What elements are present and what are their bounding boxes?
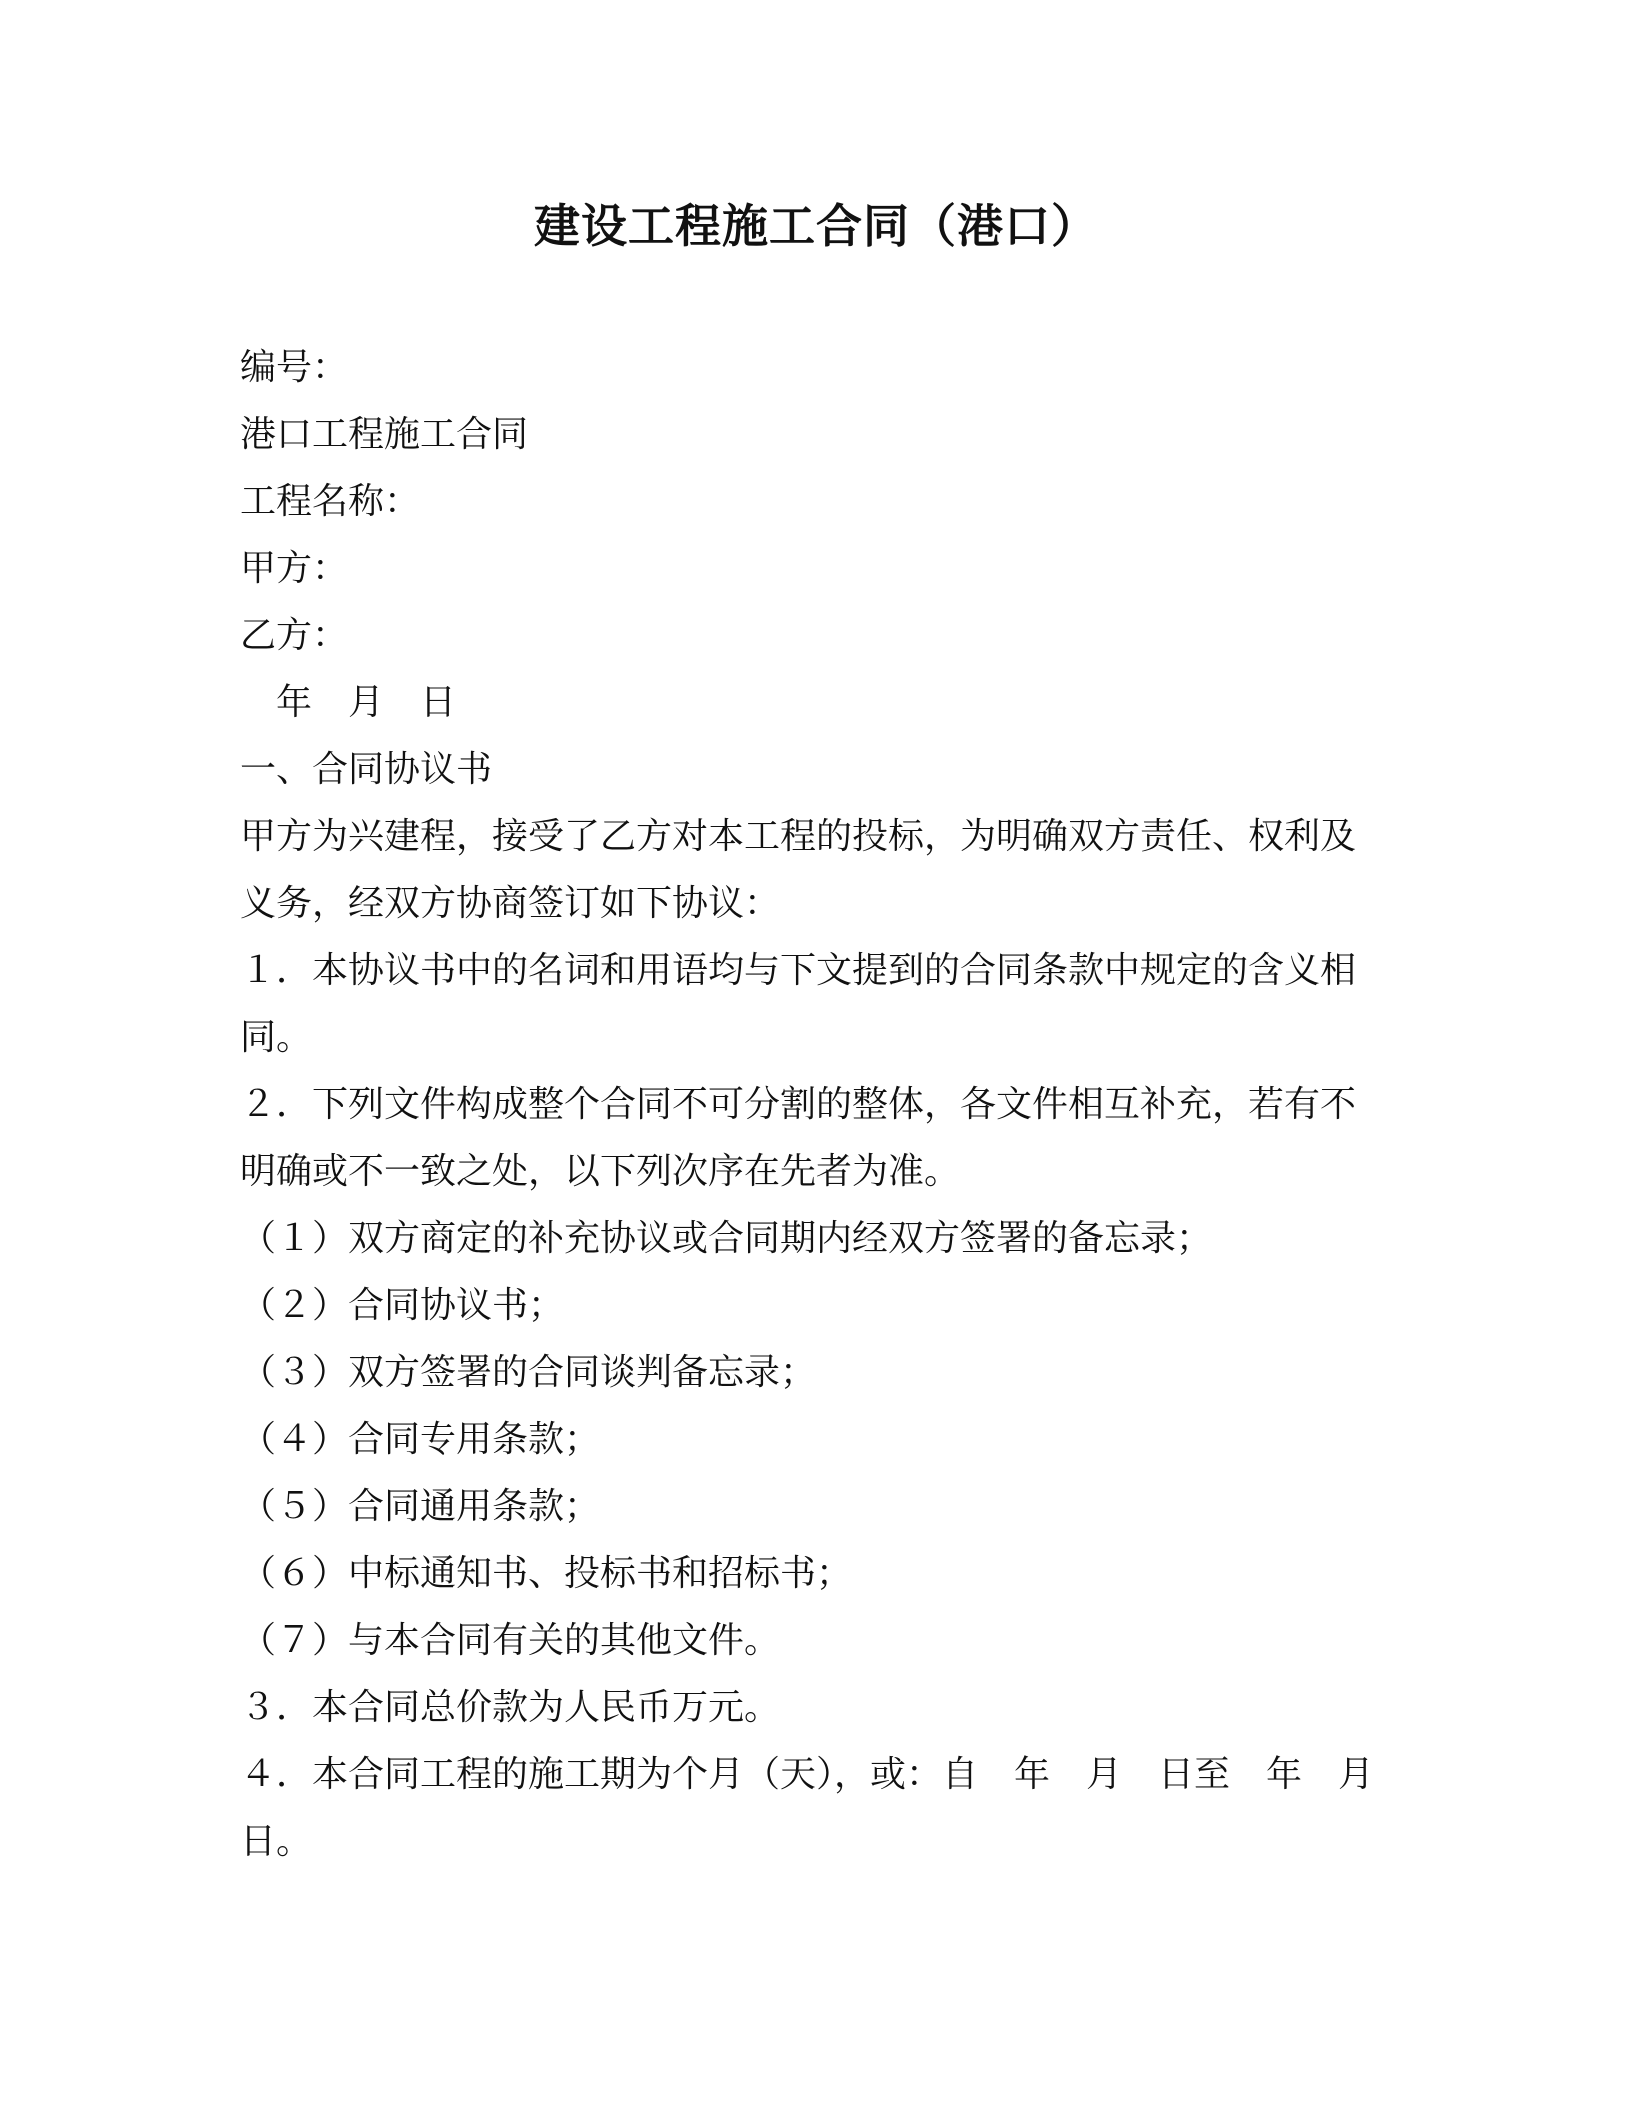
section-heading: 一、合同协议书 xyxy=(240,749,493,790)
document-item-4: （４）合同专用条款； xyxy=(240,1419,601,1460)
document-item-5: （５）合同通用条款； xyxy=(240,1486,601,1527)
contract-type-line: 港口工程施工合同 xyxy=(240,414,529,455)
project-name-line: 工程名称： xyxy=(240,481,421,522)
document-item-3: （３）双方签署的合同谈判备忘录； xyxy=(240,1352,817,1393)
document-item-6: （６）中标通知书、投标书和招标书； xyxy=(240,1553,853,1594)
agreement-intro-paragraph: 甲方为兴建程，接受了乙方对本工程的投标，为明确双方责任、权利及义务，经双方协商签订如下协议： xyxy=(240,816,1357,924)
document-title: 建设工程施工合同（港口） xyxy=(534,199,1098,253)
party-a-line: 甲方： xyxy=(240,548,349,589)
clause-1-paragraph: １．本协议书中的名词和用语均与下文提到的合同条款中规定的含义相同。 xyxy=(240,950,1357,1058)
clause-2-paragraph: ２．下列文件构成整个合同不可分割的整体，各文件相互补充，若有不明确或不一致之处，以下列次序在先者为准。 xyxy=(240,1084,1357,1192)
clause-4-paragraph: ４．本合同工程的施工期为个月（天），或：自 年 月 日至 年 月日。 xyxy=(240,1754,1375,1862)
date-line: 年 月 日 xyxy=(276,682,457,723)
document-body xyxy=(240,334,1390,1875)
document-item-7: （７）与本合同有关的其他文件。 xyxy=(240,1620,781,1661)
clause-3-paragraph: ３．本合同总价款为人民币万元。 xyxy=(240,1687,781,1728)
document-item-1: （１）双方商定的补充协议或合同期内经双方签署的备忘录； xyxy=(240,1218,1213,1259)
party-b-line: 乙方： xyxy=(240,615,349,656)
document-item-2: （２）合同协议书； xyxy=(240,1285,565,1326)
contract-number-line: 编号： xyxy=(240,347,349,388)
